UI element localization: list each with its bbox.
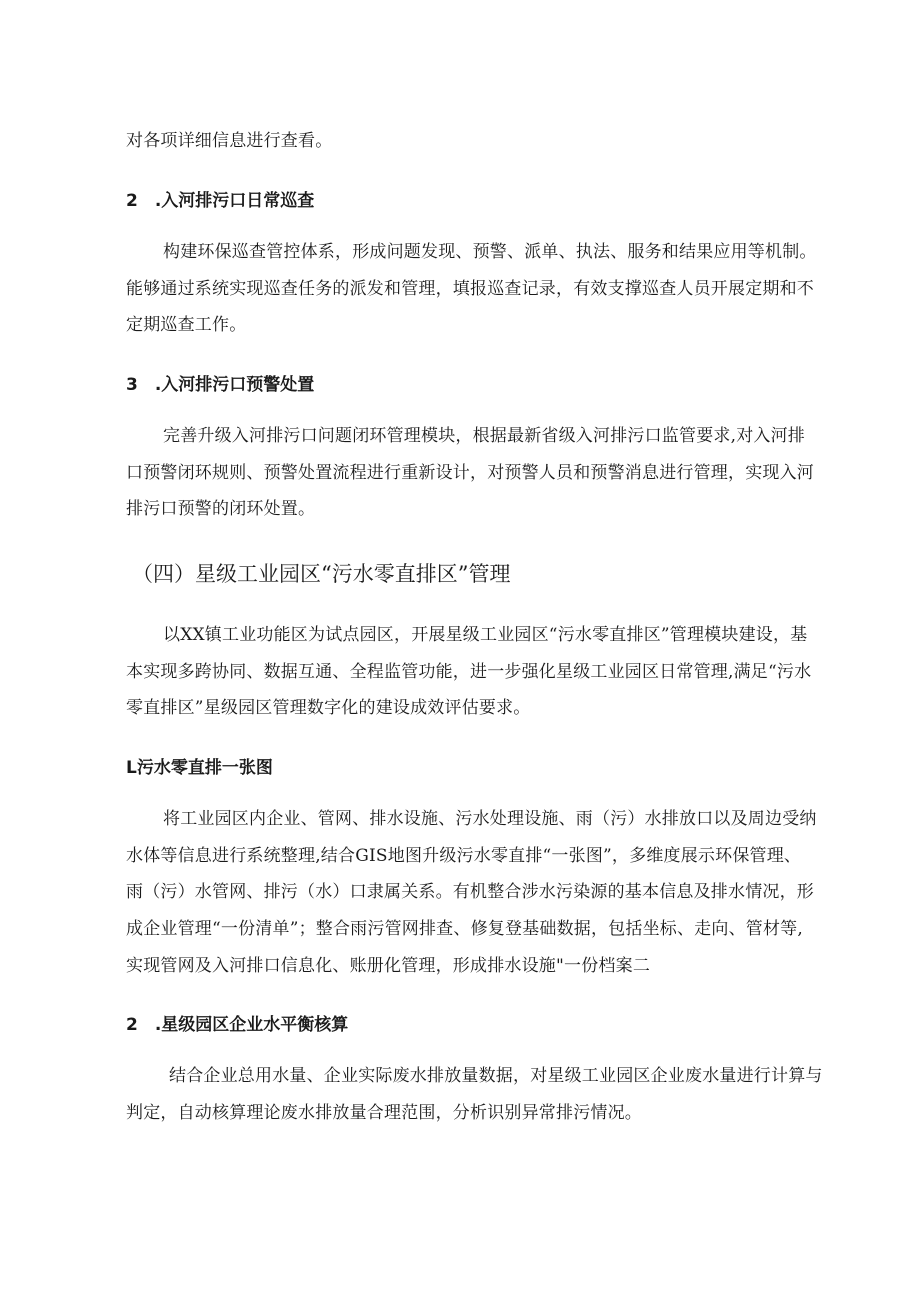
paragraph-line: 以XX镇工业功能区为试点园区，开展星级工业园区“污水零直排区”管理模块建设，基 [163,625,808,645]
paragraph-line: 排污口预警的闭环处置。 [126,499,316,519]
paragraph-line: 本实现多跨协同、数据互通、全程监管功能，进一步强化星级工业园区日常管理,满足“污水 [126,662,812,682]
paragraph-line: 结合企业总用水量、企业实际废水排放量数据，对星级工业园区企业废水量进行计算与 [169,1066,823,1086]
paragraph-line: 口预警闭环规则、预警处置流程进行重新设计，对预警人员和预警消息进行管理，实现入河 [126,463,814,483]
heading-water-balance: 2 .星级园区企业水平衡核算 [126,1015,349,1035]
paragraph-line: 成企业管理“一份清单”；整合雨污管网排查、修复登基础数据，包括坐标、走向、管材等, [126,919,803,939]
heading-one-map: L污水零直排一张图 [126,758,273,778]
paragraph-line: 定期巡查工作。 [126,315,247,335]
paragraph-line: 对各项详细信息进行查看。 [126,131,333,151]
heading-daily-patrol: 2 .入河排污口日常巡查 [126,191,315,211]
paragraph-line: 雨（污）水管网、排污（水）口隶属关系。有机整合涉水污染源的基本信息及排水情况，形 [126,882,814,902]
paragraph-line: 判定，自动核算理论废水排放量合理范围，分析识别异常排污情况。 [126,1103,642,1123]
paragraph-line: 能够通过系统实现巡查任务的派发和管理，填报巡查记录，有效支撑巡查人员开展定期和不 [126,279,814,299]
heading-warning-handling: 3 .入河排污口预警处置 [126,375,315,395]
paragraph-line: 水体等信息进行系统整理,结合GIS地图升级污水零直排“一张图”，多维度展示环保管理、 [126,846,802,866]
section-heading-four: （四）星级工业园区“污水零直排区”管理 [132,562,511,586]
paragraph-line: 构建环保巡查管控体系，形成问题发现、预警、派单、执法、服务和结果应用等机制。 [163,242,817,262]
paragraph-line: 将工业园区内企业、管网、排水设施、污水处理设施、雨（污）水排放口以及周边受纳 [163,809,817,829]
paragraph-line: 完善升级入河排污口问题闭环管理模块，根据最新省级入河排污口监管要求,对入河排 [163,426,806,446]
paragraph-line: 零直排区”星级园区管理数字化的建设成效评估要求。 [126,698,531,718]
paragraph-line: 实现管网及入河排口信息化、账册化管理，形成排水设施"一份档案二 [126,956,651,976]
